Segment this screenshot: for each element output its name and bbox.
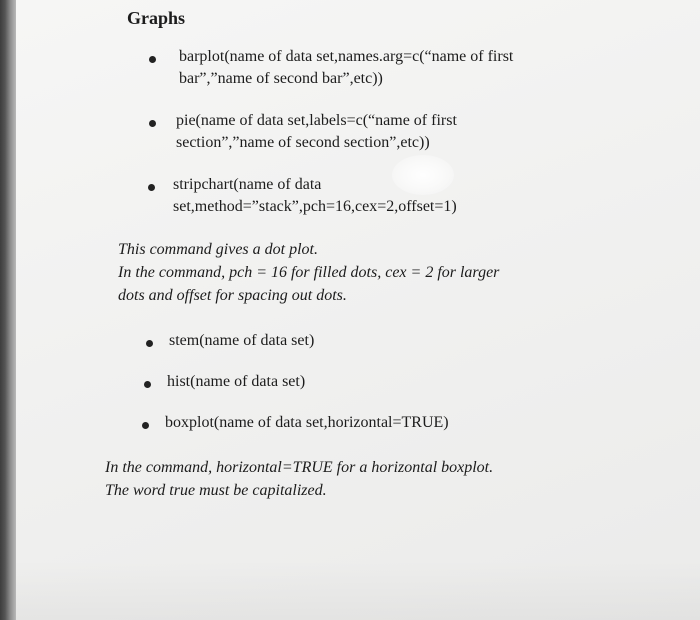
- bullet-icon: [142, 422, 149, 429]
- list-item-hist: [136, 371, 536, 395]
- boxplot-note: [105, 456, 493, 502]
- list-item-stem: [138, 330, 538, 354]
- command-line: stem(name of data set): [169, 332, 315, 349]
- note-line: In the command, horizontal=TRUE for a horizontal boxplot.: [105, 459, 494, 476]
- command-line: bar”,”name of second bar”,etc)): [179, 70, 383, 87]
- note-line: In the command, pch = 16 for filled dots, cex = 2 for larger: [118, 264, 500, 281]
- paper-page: [16, 0, 700, 620]
- note-line: This command gives a dot plot.: [118, 241, 318, 258]
- command-line: boxplot(name of data set,horizontal=TRUE): [165, 414, 449, 431]
- list-item-stripchart: [140, 174, 580, 220]
- command-line: hist(name of data set): [167, 373, 306, 390]
- list-item-boxplot: [134, 412, 554, 436]
- command-line: section”,”name of second section”,etc)): [176, 134, 430, 151]
- note-line: The word true must be capitalized.: [105, 482, 327, 499]
- bullet-icon: [149, 56, 156, 63]
- list-item-barplot: [140, 46, 580, 92]
- bullet-icon: [148, 184, 155, 191]
- command-line: stripchart(name of data: [173, 176, 322, 193]
- bullet-icon: [149, 120, 156, 127]
- command-line: barplot(name of data set,names.arg=c(“name of first: [179, 48, 514, 65]
- list-item-pie: [140, 110, 580, 156]
- bullet-icon: [146, 340, 153, 347]
- dot-plot-note: [118, 238, 499, 307]
- left-edge-shadow: [0, 0, 16, 620]
- note-line: dots and offset for spacing out dots.: [118, 287, 347, 304]
- command-line: pie(name of data set,labels=c(“name of first: [176, 112, 457, 129]
- page-title: Graphs: [127, 8, 186, 28]
- command-line: set,method=”stack”,pch=16,cex=2,offset=1): [173, 198, 457, 215]
- bullet-icon: [144, 381, 151, 388]
